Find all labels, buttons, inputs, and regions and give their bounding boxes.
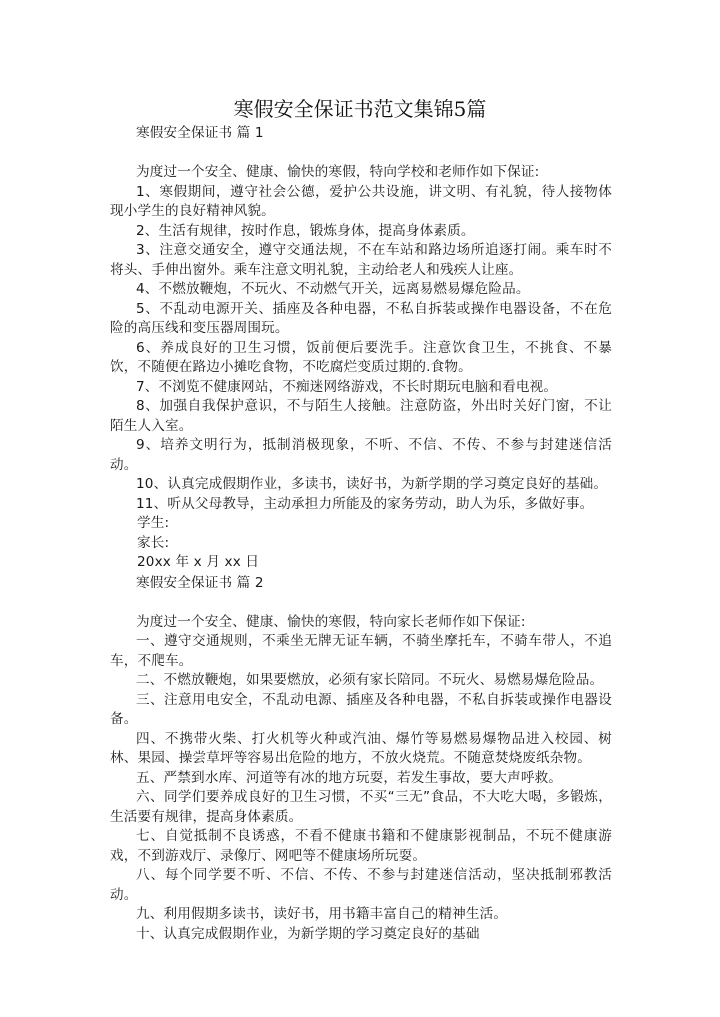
list-item: 十、认真完成假期作业，为新学期的学习奠定良好的基础	[136, 925, 480, 942]
list-item: 3、注意交通安全，遵守交通法规，不在车站和路边场所追逐打闹。乘车时不将头、手伸出窗外。乘车注意文明礼貌，主动给老人和残疾人让座。	[110, 242, 612, 278]
list-item: 8、加强自我保护意识，不与陌生人接触。注意防盗，外出时关好门窗，不让陌生人入室。	[110, 398, 612, 434]
list-item: 九、利用假期多读书，读好书，用书籍丰富自己的精神生活。	[136, 906, 508, 922]
document-body	[110, 124, 612, 944]
list-item: 5、不乱动电源开关、插座及各种电器，不私自拆装或操作电器设备，不在危险的高压线和变压器周围玩。	[110, 300, 612, 336]
document-title: 寒假安全保证书范文集锦5篇	[233, 97, 487, 121]
section-heading: 寒假安全保证书 篇 1	[136, 125, 264, 141]
section-intro: 为度过一个安全、健康、愉快的寒假，特向家长老师作如下保证:	[136, 613, 526, 630]
list-item: 4、不燃放鞭炮，不玩火、不动燃气开关，远离易燃易爆危险品。	[136, 281, 530, 297]
list-item: 1、寒假期间，遵守社会公德，爱护公共设施，讲文明、有礼貌，待人接物体现小学生的良好精神风貌。	[110, 183, 612, 219]
list-item: 三、注意用电安全，不乱动电源、插座及各种电器，不私自拆装或操作电器设备。	[110, 691, 612, 727]
list-item: 10、认真完成假期作业，多读书，读好书，为新学期的学习奠定良好的基础。	[136, 476, 608, 492]
blank-line	[110, 144, 612, 164]
list-item: 六、同学们要养成良好的卫生习惯，不买“三无”食品，不大吃大喝，多锻炼，生活要有规律，提高身体素质。	[110, 789, 612, 825]
section-intro: 为度过一个安全、健康、愉快的寒假，特向学校和老师作如下保证:	[136, 164, 540, 180]
list-item: 二、不燃放鞭炮，如果要燃放，必须有家长陪同。不玩火、易燃易爆危险品。	[136, 672, 604, 688]
list-item: 2、生活有规律，按时作息，锻炼身体，提高身体素质。	[136, 222, 475, 239]
list-item: 一、遵守交通规则，不乘坐无牌无证车辆，不骑坐摩托车，不骑车带人，不追车，不爬车。	[110, 633, 612, 669]
list-item: 八、每个同学要不听、不信、不传、不参与封建迷信活动，坚决抵制邪教活动。	[110, 867, 612, 903]
list-item: 7、不浏览不健康网站，不痴迷网络游戏，不长时期玩电脑和看电视。	[136, 378, 558, 395]
student-signature-label: 学生:	[137, 515, 170, 531]
list-item: 11、听从父母教导，主动承担力所能及的家务劳动，助人为乐，多做好事。	[136, 495, 594, 512]
blank-line	[110, 593, 612, 613]
list-item: 七、自觉抵制不良诱惑，不看不健康书籍和不健康影视制品，不玩不健康游戏，不到游戏厅、录像厅、网吧等不健康场所玩耍。	[110, 828, 612, 864]
signature-date: 20xx 年 x 月 xx 日	[137, 554, 260, 570]
list-item: 6、养成良好的卫生习惯，饭前便后要洗手。注意饮食卫生，不挑食、不暴饮，不随便在路边小摊吃食物，不吃腐烂变质过期的.食物。	[110, 339, 612, 375]
list-item: 五、严禁到水库、河道等有冰的地方玩耍，若发生事故，要大声呼救。	[136, 769, 563, 786]
section-heading: 寒假安全保证书 篇 2	[136, 574, 264, 591]
parent-signature-label: 家长:	[137, 534, 170, 551]
list-item: 四、不携带火柴、打火机等火种或汽油、爆竹等易燃易爆物品进入校园、树林、果园、操尝草坪等容易出危险的地方，不放火烧荒。不随意焚烧废纸杂物。	[110, 730, 612, 766]
list-item: 9、培养文明行为，抵制消极现象，不听、不信、不传、不参与封建迷信活动。	[110, 437, 612, 473]
